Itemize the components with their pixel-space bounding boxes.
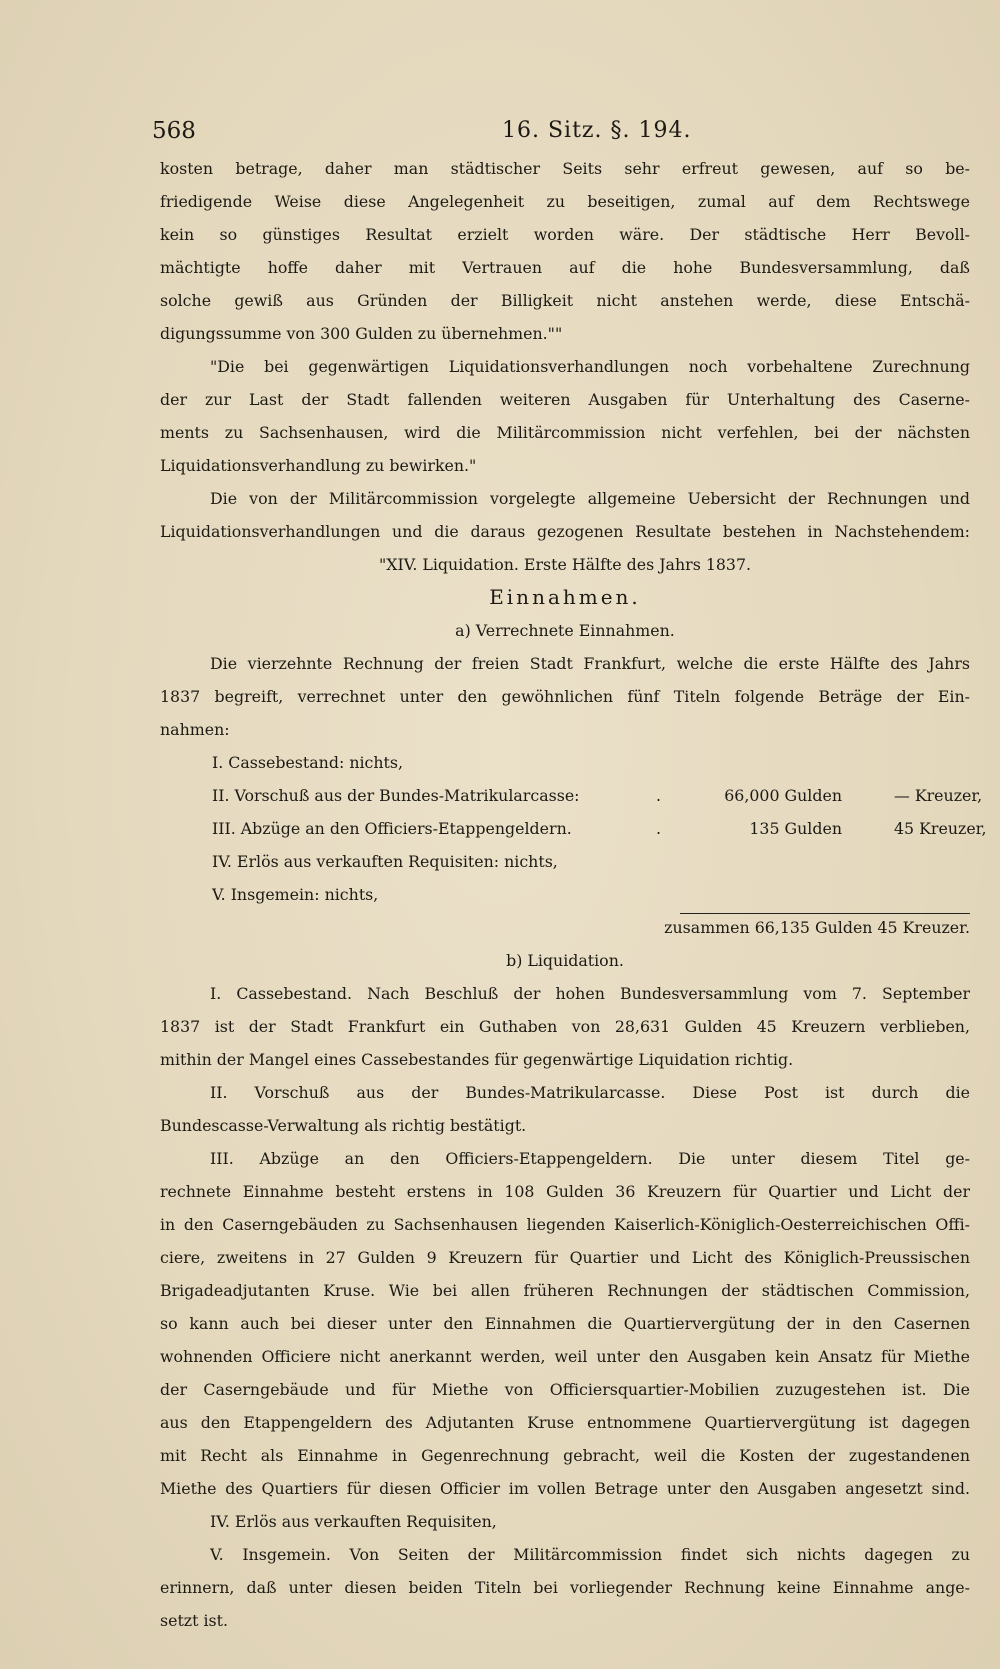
- subsection-heading: b) Liquidation.: [506, 951, 624, 970]
- text-line: kein so günstiges Resultat erzielt worden wäre. Der städtische Herr Bevoll-: [160, 225, 970, 244]
- text-line: Die vierzehnte Rechnung der freien Stadt Frankfurt, welche die erste Hälfte des Jahrs: [210, 654, 970, 673]
- text-line: Liquidationsverhandlung zu bewirken.": [160, 456, 477, 475]
- text-line: ments zu Sachsenhausen, wird die Militärcommission nicht verfehlen, bei der nächsten: [160, 423, 970, 442]
- text-line: wohnenden Officiere nicht anerkannt werden, weil unter den Ausgaben kein Ansatz für Miethe: [160, 1347, 970, 1366]
- row-unit: 45 Kreuzer,: [894, 819, 987, 838]
- text-line: rechnete Einnahme besteht erstens in 108 Gulden 36 Kreuzern für Quartier und Licht der: [160, 1182, 970, 1201]
- section-title: "XIV. Liquidation. Erste Hälfte des Jahrs 1837.: [378, 555, 752, 574]
- text-line: "Die bei gegenwärtigen Liquidationsverhandlungen noch vorbehaltene Zurechnung: [210, 357, 970, 376]
- row-label: I. Cassebestand: nichts,: [212, 753, 404, 772]
- text-line: 1837 ist der Stadt Frankfurt ein Guthaben von 28,631 Gulden 45 Kreuzern verblieben,: [160, 1017, 970, 1036]
- row-leader: .: [656, 786, 662, 805]
- text-line: II. Vorschuß aus der Bundes-Matrikularcasse. Diese Post ist durch die: [210, 1083, 970, 1102]
- text-line: mit Recht als Einnahme in Gegenrechnung gebracht, weil die Kosten der zugestandenen: [160, 1446, 970, 1465]
- text-line: erinnern, daß unter diesen beiden Titeln bei vorliegender Rechnung keine Einnahme ange-: [160, 1578, 970, 1597]
- text-line: aus den Etappengeldern des Adjutanten Kruse entnommene Quartiervergütung ist dagegen: [160, 1413, 970, 1432]
- page-number: 568: [152, 118, 196, 144]
- text-line: der zur Last der Stadt fallenden weiteren Ausgaben für Unterhaltung des Caserne-: [160, 390, 970, 409]
- row-amount: 135 Gulden: [749, 819, 842, 838]
- text-line: in den Caserngebäuden zu Sachsenhausen liegenden Kaiserlich-Königlich-Oesterreichischen Offi-: [160, 1215, 970, 1234]
- row-label: V. Insgemein: nichts,: [212, 885, 379, 904]
- text-line: Liquidationsverhandlungen und die daraus gezogenen Resultate bestehen in Nachstehendem:: [160, 522, 970, 541]
- page-body: [160, 152, 987, 1637]
- table-row: [160, 812, 987, 845]
- text-line: friedigende Weise diese Angelegenheit zu beseitigen, zumal auf dem Rechtswege: [160, 192, 970, 211]
- text-line: I. Cassebestand. Nach Beschluß der hohen Bundesversammlung vom 7. September: [210, 984, 970, 1003]
- text-line: der Caserngebäude und für Miethe von Officiersquartier-Mobilien zuzugestehen ist. Die: [160, 1380, 970, 1399]
- running-head: 16. Sitz. §. 194.: [502, 118, 692, 143]
- page-header: [152, 118, 972, 148]
- text-line: Miethe des Quartiers für diesen Officier im vollen Betrage unter den Ausgaben angesetzt sind.: [160, 1479, 970, 1498]
- row-label: IV. Erlös aus verkauften Requisiten: nichts,: [212, 852, 558, 871]
- row-label: III. Abzüge an den Officiers-Etappengeldern.: [212, 819, 572, 838]
- total-row: [160, 911, 970, 944]
- text-line: IV. Erlös aus verkauften Requisiten,: [210, 1512, 497, 1531]
- row-label: II. Vorschuß aus der Bundes-Matrikularcasse:: [212, 786, 580, 805]
- section-heading: Einnahmen.: [489, 585, 641, 609]
- text-line: Brigadeadjutanten Kruse. Wie bei allen früheren Rechnungen der städtischen Commission,: [160, 1281, 970, 1300]
- text-line: mithin der Mangel eines Cassebestandes für gegenwärtige Liquidation richtig.: [160, 1050, 794, 1069]
- total-text: zusammen 66,135 Gulden 45 Kreuzer.: [664, 918, 970, 937]
- subsection-heading: a) Verrechnete Einnahmen.: [455, 621, 675, 640]
- text-line: 1837 begreift, verrechnet unter den gewöhnlichen fünf Titeln folgende Beträge der Ein-: [160, 687, 970, 706]
- table-row: [160, 746, 970, 779]
- row-leader: .: [656, 819, 662, 838]
- table-row: [160, 845, 970, 878]
- text-line: setzt ist.: [160, 1611, 229, 1630]
- text-line: kosten betrage, daher man städtischer Seits sehr erfreut gewesen, auf so be-: [160, 159, 970, 178]
- text-line: digungssumme von 300 Gulden zu übernehmen."": [160, 324, 563, 343]
- table-row: [160, 878, 970, 911]
- text-line: nahmen:: [160, 720, 230, 739]
- row-amount: 66,000 Gulden: [724, 786, 842, 805]
- text-line: ciere, zweitens in 27 Gulden 9 Kreuzern für Quartier und Licht des Königlich-Preussischen: [160, 1248, 970, 1267]
- row-unit: — Kreuzer,: [894, 786, 983, 805]
- table-row: [160, 779, 983, 812]
- text-line: solche gewiß aus Gründen der Billigkeit nicht anstehen werde, diese Entschä-: [160, 291, 970, 310]
- text-line: V. Insgemein. Von Seiten der Militärcommission findet sich nichts dagegen zu: [210, 1545, 970, 1564]
- text-line: mächtigte hoffe daher mit Vertrauen auf die hohe Bundesversammlung, daß: [160, 258, 970, 277]
- text-line: Die von der Militärcommission vorgelegte allgemeine Uebersicht der Rechnungen und: [210, 489, 970, 508]
- text-line: Bundescasse-Verwaltung als richtig bestätigt.: [160, 1116, 527, 1135]
- text-line: so kann auch bei dieser unter den Einnahmen die Quartiervergütung der in den Casernen: [160, 1314, 970, 1333]
- text-line: III. Abzüge an den Officiers-Etappengeldern. Die unter diesem Titel ge-: [210, 1149, 970, 1168]
